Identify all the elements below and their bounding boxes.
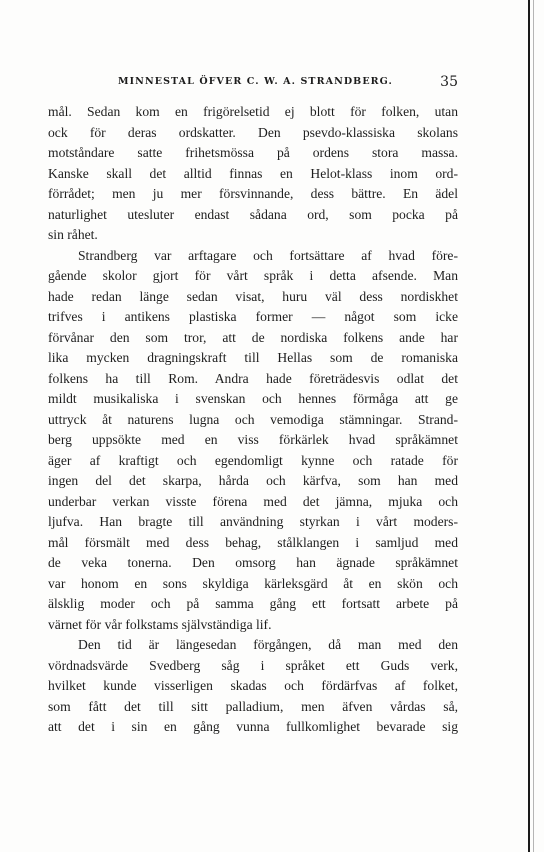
text-line: trifves i antikens plastiska former — något som icke [48, 309, 458, 324]
text-line: mål. Sedan kom en frigörelsetid ej blott för folken, utan [48, 104, 458, 119]
text-line: uttryck åt naturens lugna och vemodiga stämningar. Strand- [48, 411, 458, 427]
text-line: mål försmält med dess behag, stålklangen i samljud med [48, 534, 458, 550]
text-line: berg uppsökte med en viss förkärlek hvad språkämnet [48, 432, 458, 447]
text-line: lika mycken dragningskraft till Hellas som de romaniska [48, 350, 458, 365]
page-number: 35 [440, 74, 458, 90]
page-edge-line [533, 0, 534, 852]
body-text [48, 102, 458, 738]
text-line: var honom en sons skyldiga kärleksgärd åt en skön och [48, 575, 458, 591]
text-line: motståndare satte frihetsmössa på ordens stora massa. [48, 145, 458, 160]
text-line: Strandberg var arftagare och fortsättare af hvad före- [78, 247, 458, 263]
paragraph [48, 102, 458, 246]
text-line: älsklig moder och på samma gång ett fortsatt arbete på [48, 596, 458, 611]
text-line: vördnadsvärde Svedberg såg i språket ett Guds verk, [48, 657, 458, 673]
page-header [48, 74, 458, 92]
text-line: värnet för vår folkstams självständiga lif. [48, 616, 272, 632]
text-line: hvilket kunde visserligen skadas och fördärfvas af folket, [48, 678, 458, 693]
running-title: MINNESTAL ÖFVER C. W. A. STRANDBERG. [118, 76, 393, 87]
text-line: sin råhet. [48, 227, 98, 242]
text-line: förrådet; men ju mer försvinnande, dess bättre. En ädel [48, 186, 458, 201]
text-line: de veka tonerna. Den omsorg han ägnade språkämnet [48, 555, 458, 570]
text-line: mildt musikaliska i svenskan och hennes förmåga att ge [48, 391, 458, 406]
text-line: underbar verkan visste förena med det jämna, mjuka och [48, 493, 458, 509]
text-line: förvånar den som tror, att de nordiska folkens ande har [48, 329, 458, 345]
text-line: Kanske skall det alltid finnas en Helot-klass inom ord- [48, 165, 458, 181]
text-line: folkens ha till Rom. Andra hade företrädesvis odlat det [48, 370, 458, 386]
paragraph [48, 635, 458, 738]
text-line: att det i sin en gång vunna fullkomlighet bevarade sig [48, 719, 458, 734]
page-edge-shadow [528, 0, 530, 852]
text-line: naturlighet utesluter endast sådana ord, som pocka på [48, 206, 458, 222]
text-line: ljufva. Han bragte till användning styrkan i vårt moders- [48, 514, 458, 529]
text-line: gående skolor gjort för vårt språk i detta afsende. Man [48, 268, 458, 283]
text-line: hade redan länge sedan visat, huru väl dess nordiskhet [48, 288, 458, 304]
text-line: ingen del det skarpa, hårda och kärfva, som han med [48, 473, 458, 488]
text-line: som fått det till sitt palladium, men äfven vårdas så, [48, 698, 458, 714]
text-line: Den tid är längesedan förgången, då man med den [78, 637, 458, 652]
text-line: ock för deras ordskatter. Den psevdo-klassiska skolans [48, 124, 458, 140]
paragraph [48, 246, 458, 636]
text-line: äger af kraftigt och egendomligt kynne och ratade för [48, 452, 458, 468]
